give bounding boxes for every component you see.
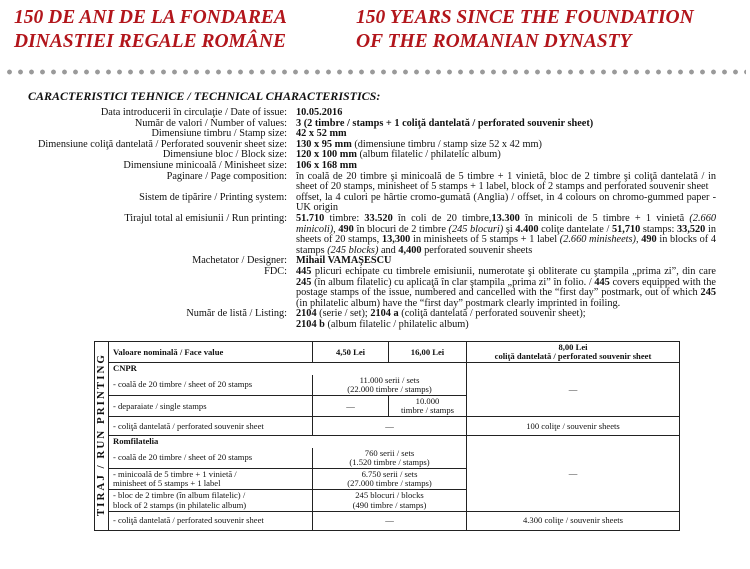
romf-ss-cols12: — [313, 511, 467, 530]
title-en-line1: 150 YEARS SINCE THE FOUNDATION [356, 7, 694, 28]
cnpr-single-col1: — [313, 396, 389, 417]
row-label: - coliţă dantelată / perforated souvenir sheet [109, 417, 313, 436]
cnpr-sheet-col3: — [467, 363, 680, 417]
title-en-line2: OF THE ROMANIAN DYNASTY [356, 31, 632, 52]
spec-label: Sistem de tipărire / Printing system: [139, 191, 287, 203]
spec-row-listing [0, 309, 750, 330]
table-row [95, 363, 680, 375]
spec-row-date [0, 108, 750, 119]
spec-label: Dimensiune timbru / Stamp size: [151, 128, 287, 140]
spec-value: offset, la 4 culori pe hârtie cromo-gumată (Anglia) / offset, in 4 colours on chromo-gummed paper - UK origin [296, 191, 716, 214]
title-romanian [14, 6, 287, 54]
spec-label: FDC: [264, 265, 287, 277]
spec-label: Dimensiune coliţă dantelată / Perforated souvenir sheet size: [37, 138, 287, 150]
table-row [95, 511, 680, 530]
row-label: - coliţă dantelată / perforated souvenir sheet [109, 511, 313, 530]
row-label: - deparaiate / single stamps [109, 396, 313, 417]
spec-label: Machetator / Designer: [192, 255, 287, 267]
spec-value: Mihail VAMAŞESCU [296, 255, 392, 267]
spec-label: Număr de valori / Number of values: [134, 117, 287, 129]
header-value-3: 8,00 Lei coliţă dantelată / perforated souvenir sheet [467, 342, 680, 363]
spec-label: Număr de listă / Listing: [186, 308, 287, 320]
spec-row-block-size [0, 150, 750, 161]
cnpr-single-col2: 10.000 timbre / stamps [389, 396, 467, 417]
spec-value: 42 x 52 mm [296, 128, 347, 140]
row-label: - minicoală de 5 timbre + 1 vinietă / minisheet of 5 stamps + 1 label [109, 469, 313, 490]
spec-row-fdc [0, 267, 750, 309]
table-header-row [95, 342, 680, 363]
spec-value: 445 plicuri echipate cu timbrele emisiunii, numerotate şi obliterate cu ştampila „prima zi”, din care 245 (în album filatelic) cu aplicaţă în clar ştampila „prima zi” în folio. / 445 covers equipped with the postage stamps of the issue, numbered and cancelled with the “first day” postmark, out of which 245 (in philatelic album) have the “first day” postmark clearly imprinted in foiling. [296, 265, 716, 309]
group-cnpr: CNPR [109, 363, 467, 375]
spec-label: Tirajul total al emisiunii / Run printing: [124, 212, 287, 224]
header-value-2: 16,00 Lei [389, 342, 467, 363]
spec-row-page-composition [0, 172, 750, 193]
spec-value: 130 x 95 mm (dimensiune timbru / stamp size 52 x 42 mm) [296, 138, 542, 150]
spec-label: Paginare / Page composition: [166, 170, 287, 182]
table-row [95, 436, 680, 448]
spec-label: Dimensiune bloc / Block size: [162, 149, 287, 161]
row-label: - coală de 20 timbre / sheet of 20 stamps [109, 448, 313, 469]
spec-value: 2104 (serie / set); 2104 a (coliţă dantelată / perforated souvenir sheet); 2104 b (album filatelic / philatelic album) [296, 308, 586, 330]
dotted-divider [4, 68, 746, 76]
cnpr-ss-col3: 100 coliţe / souvenir sheets [467, 417, 680, 436]
spec-value: 106 x 168 mm [296, 159, 357, 171]
group-romfilatelia: Romfilatelia [109, 436, 467, 448]
spec-row-printing-system [0, 193, 750, 214]
spec-value: 120 x 100 mm (album filatelic / philatelic album) [296, 149, 501, 161]
cnpr-ss-cols12: — [313, 417, 467, 436]
spec-value: 51.710 timbre: 33.520 în coli de 20 timbre,13.300 în minicoli de 5 timbre + 1 vinietă (2.660 minicoli), 490 în blocuri de 2 timbre (245 blocuri) şi 4.400 coliţe dantelate / 51,710 stamps: 33,520 in sheets of 20 stamps, 13,300 in minisheets of 5 stamps + 1 label (2.660 minisheets), 490 in blocks of 4 stamps (245 blocks) and 4,400 perforated souvenir sheets [296, 212, 717, 256]
spec-value: 10.05.2016 [296, 107, 343, 118]
spec-label: Data introducerii în circulaţie / Date of issue: [100, 107, 287, 118]
romf-ss-col3: 4.300 coliţe / souvenir sheets [467, 511, 680, 530]
spec-row-run-printing [0, 214, 750, 256]
spec-value: în coală de 20 timbre şi minicoală de 5 timbre + 1 vinietă, bloc de 2 timbre şi coliţă dantelată / in sheet of 20 stamps, minisheet of 5 stamps + 1 label, block of 2 stamps and perforated souvenir sheet [296, 170, 716, 193]
specs-list [0, 108, 750, 330]
title-english [356, 6, 694, 54]
title-ro-line1: 150 DE ANI DE LA FONDAREA [14, 7, 287, 28]
romf-block-value: 245 blocuri / blocks (490 timbre / stamps) [313, 490, 467, 511]
section-title: CARACTERISTICI TEHNICE / TECHNICAL CHARACTERISTICS: [28, 89, 381, 103]
title-ro-line2: DINASTIEI REGALE ROMÂNE [14, 31, 286, 52]
row-label: - coală de 20 timbre / sheet of 20 stamps [109, 375, 313, 396]
run-printing-table [94, 341, 680, 531]
spec-value: 3 (2 timbre / stamps + 1 coliţă dantelată / perforated souvenir sheet) [296, 117, 594, 129]
romf-mini-value: 6.750 serii / sets (27.000 timbre / stamps) [313, 469, 467, 490]
spec-label: Dimensiune minicoală / Minisheet size: [123, 159, 287, 171]
table-row [95, 417, 680, 436]
row-label: - bloc de 2 timbre (în album filatelic) / block of 2 stamps (in philatelic album) [109, 490, 313, 511]
romf-sheet-value: 760 serii / sets (1.520 timbre / stamps) [313, 448, 467, 469]
romf-col3: — [467, 436, 680, 511]
header-value-1: 4,50 Lei [313, 342, 389, 363]
spec-row-minisheet-size [0, 161, 750, 172]
cnpr-sheet-value: 11.000 serii / sets (22.000 timbre / stamps) [313, 375, 467, 396]
spec-row-values [0, 119, 750, 130]
vertical-label: TIRAJ / RUN PRINTING [95, 342, 109, 531]
header-face-value: Valoare nominală / Face value [109, 342, 313, 363]
